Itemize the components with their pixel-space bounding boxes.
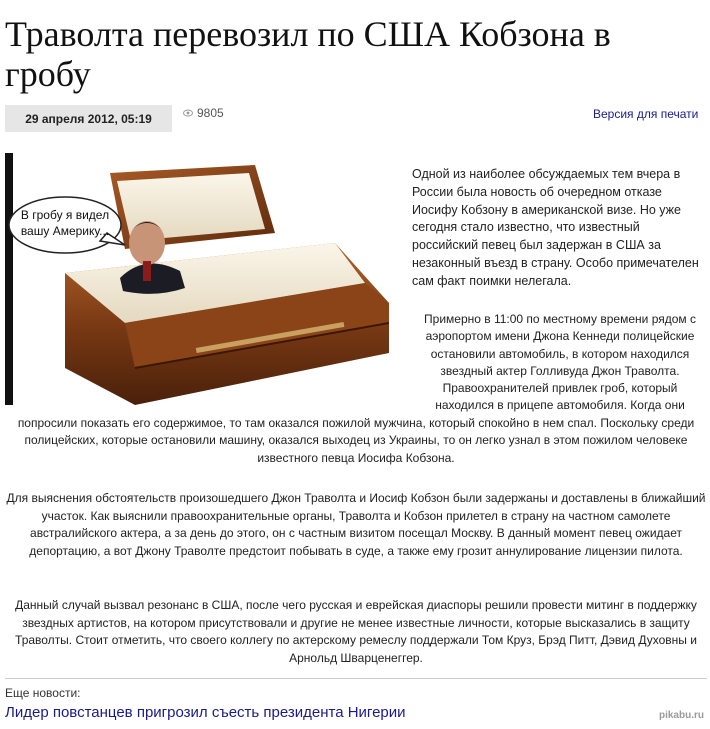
article-photo (5, 153, 389, 405)
more-news-label: Еще новости: (5, 686, 81, 700)
divider (5, 678, 707, 679)
more-news-link[interactable]: Лидер повстанцев пригрозил съесть президента Нигерии (5, 704, 406, 721)
eye-icon (183, 109, 193, 117)
paragraph-4: Данный случай вызвал резонанс в США, после чего русская и еврейская диаспоры решили провести митинг в поддержку звездных артистов, на котором присутствовали и другие не менее известные личности, которые высказались в защиту Траволты. Стоит отметить, что своего коллегу по актерскому ремеслу поддержали Том Круз, Брэд Питт, Дэвид Духовны и Арнольд Шварценеггер. (15, 598, 697, 665)
print-version-link[interactable]: Версия для печати (593, 107, 699, 121)
paragraph-3: Для выяснения обстоятельств произошедшего Джон Траволта и Иосиф Кобзон были задержаны и доставлены в ближайший участок. Как выяснили правоохранительные органы, Траволта и Кобзон прилетел в страну на частном самолете австралийского актера, а за день до этого, он с частным визитом посещал Москву. В данный момент певец ожидает депортацию, а вот Джону Траволте предстоит побывать в суде, а также ему грозит аннулирование лицензии пилота. (6, 491, 706, 558)
view-counter (183, 106, 224, 120)
watermark-logo: pikabu.ru (658, 710, 704, 721)
paragraph-2-bottom: попросили показать его содержимое, то там оказался пожилой мужчина, который спокойно в нем спал. Поскольку среди полицейских, которые остановили машину, оказался выходец из Украины, то он легко узнал в этом пожилом человеке известного певца Иосифа Кобзона. (17, 416, 695, 465)
paragraph-1: Одной из наиболее обсуждаемых тем вчера в России была новость об очередном отказе Иосифу Кобзону в американской визе. Но уже сегодня стало известно, что известный российский певец был задержан в США за незаконный въезд в страну. Особо примечателен сам факт поимки нелегала. (412, 167, 699, 288)
speech-bubble-line-1: В гробу я видел (20, 208, 110, 222)
paragraph-2-top: Примерно в 11:00 по местному времени рядом с аэропортом имени Джона Кеннеди полицейские остановили автомобиль, в котором находился звездный актер Голливуда Джон Траволта. Правоохранителей привлек гроб, который находился в прицепе автомобиля. Когда они (424, 312, 696, 413)
page-title: Траволта перевозил по США Кобзона в гробу (5, 14, 611, 94)
speech-bubble-line-2: вашу Америку... (20, 224, 110, 238)
date-badge: 29 апреля 2012, 05:19 (5, 105, 172, 132)
view-count: 9805 (197, 106, 224, 120)
